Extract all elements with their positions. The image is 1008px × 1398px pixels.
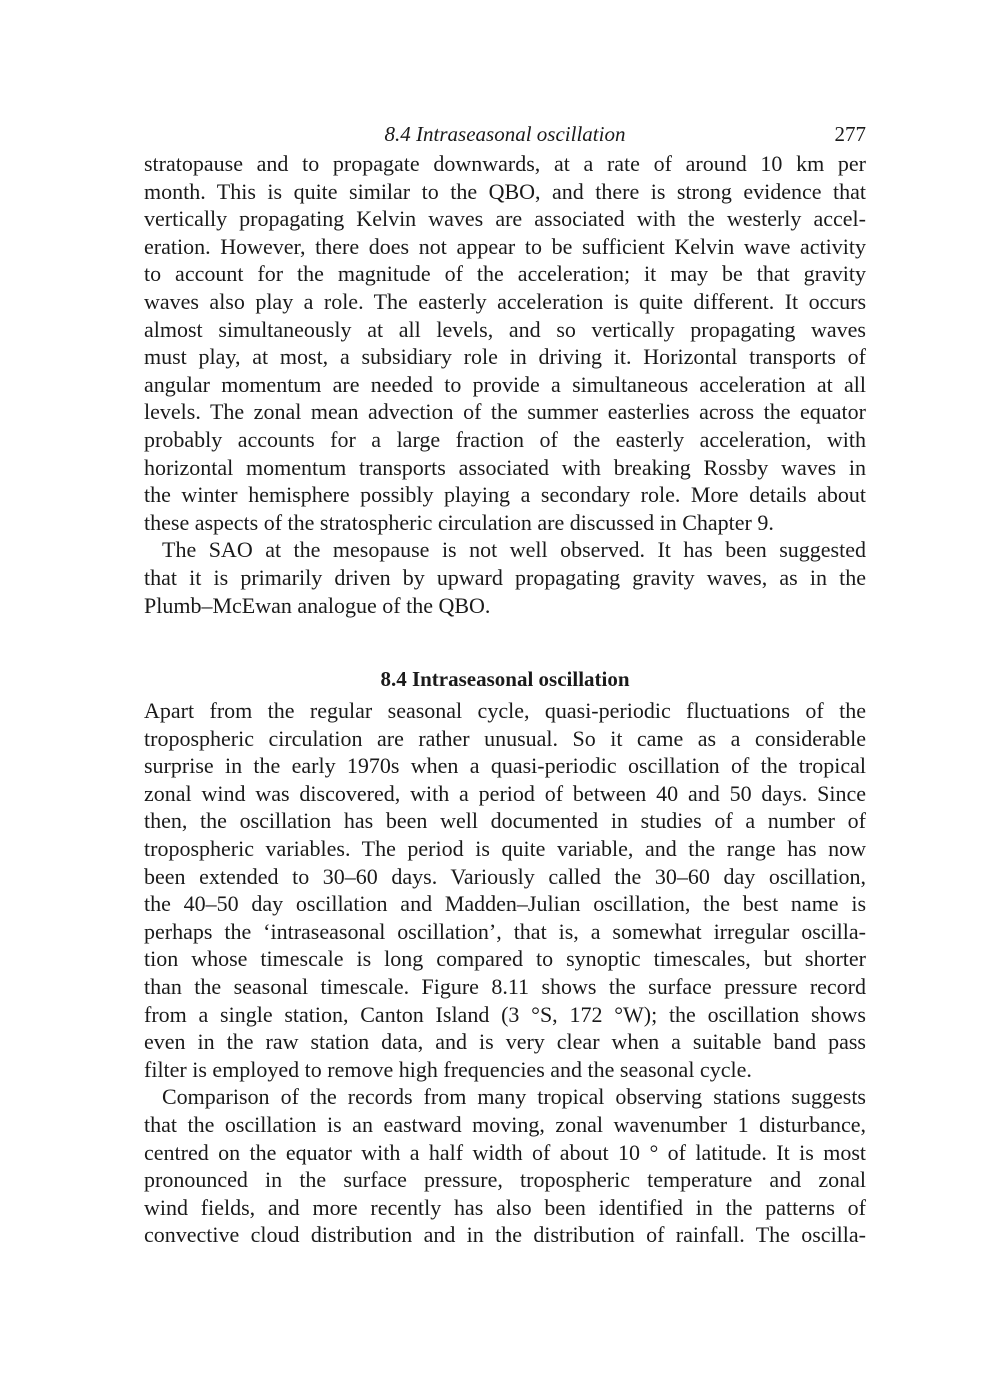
text-line: must play, at most, a subsidiary role in driving it. Horizontal transports of bbox=[144, 344, 866, 370]
text-line: pronounced in the surface pressure, tropospheric temperature and zonal bbox=[144, 1167, 866, 1193]
text-line: The SAO at the mesopause is not well observed. It has been suggested bbox=[162, 537, 866, 563]
paragraph bbox=[144, 1083, 866, 1249]
text-line: Plumb–McEwan analogue of the QBO. bbox=[144, 592, 491, 618]
text-line: stratopause and to propagate downwards, at a rate of around 10 km per bbox=[144, 151, 866, 176]
text-line: centred on the equator with a half width of about 10 ° of latitude. It is most bbox=[144, 1139, 866, 1165]
text-line: zonal wind was discovered, with a period of between 40 and 50 days. Since bbox=[144, 780, 866, 806]
text-line: that it is primarily driven by upward propagating gravity waves, as in the bbox=[144, 564, 866, 590]
text-line: vertically propagating Kelvin waves are associated with the westerly accel- bbox=[144, 206, 866, 232]
paragraph bbox=[144, 536, 866, 619]
running-header bbox=[144, 118, 866, 150]
text-line: wind fields, and more recently has also been identified in the patterns of bbox=[144, 1194, 866, 1220]
text-line: then, the oscillation has been well documented in studies of a number of bbox=[144, 808, 866, 834]
running-title: 8.4 Intraseasonal oscillation bbox=[384, 122, 626, 146]
text-line: Apart from the regular seasonal cycle, quasi-periodic fluctuations of the bbox=[144, 698, 866, 724]
text-line: the 40–50 day oscillation and Madden–Julian oscillation, the best name is bbox=[144, 891, 866, 917]
text-line: angular momentum are needed to provide a simultaneous acceleration at all bbox=[144, 371, 866, 397]
text-line: probably accounts for a large fraction of the easterly acceleration, with bbox=[144, 426, 866, 452]
text-line: eration. However, there does not appear to be sufficient Kelvin wave activity bbox=[144, 233, 866, 259]
text-line: the winter hemisphere possibly playing a secondary role. More details about bbox=[144, 482, 866, 508]
paragraph bbox=[144, 697, 866, 1083]
text-line: almost simultaneously at all levels, and so vertically propagating waves bbox=[144, 316, 866, 342]
text-line: perhaps the ‘intraseasonal oscillation’, that is, a somewhat irregular oscilla- bbox=[144, 918, 866, 944]
text-line: to account for the magnitude of the acceleration; it may be that gravity bbox=[144, 261, 866, 287]
text-line: even in the raw station data, and is very clear when a suitable band pass bbox=[144, 1029, 866, 1055]
text-line: that the oscillation is an eastward moving, zonal wavenumber 1 disturbance, bbox=[144, 1112, 866, 1137]
text-line: than the seasonal timescale. Figure 8.11 shows the surface pressure record bbox=[144, 974, 866, 1000]
text-line: Comparison of the records from many tropical observing stations suggests bbox=[162, 1084, 866, 1110]
text-line: from a single station, Canton Island (3 °S, 172 °W); the oscillation shows bbox=[144, 1001, 866, 1027]
text-line: horizontal momentum transports associated with breaking Rossby waves in bbox=[144, 454, 866, 480]
text-line: tropospheric circulation are rather unusual. So it came as a considerable bbox=[144, 725, 866, 751]
text-line: tropospheric variables. The period is quite variable, and the range has now bbox=[144, 836, 866, 862]
text-line: levels. The zonal mean advection of the summer easterlies across the equator bbox=[144, 399, 866, 425]
text-line: surprise in the early 1970s when a quasi-periodic oscillation of the tropical bbox=[144, 753, 866, 779]
paragraph bbox=[144, 150, 866, 536]
text-line: waves also play a role. The easterly acceleration is quite different. It occurs bbox=[144, 288, 866, 314]
page-number: 277 bbox=[834, 122, 866, 146]
text-line: month. This is quite similar to the QBO, and there is strong evidence that bbox=[144, 178, 866, 204]
page bbox=[144, 118, 866, 1249]
text-line: tion whose timescale is long compared to synoptic timescales, but shorter bbox=[144, 946, 866, 972]
text-line: these aspects of the stratospheric circulation are discussed in Chapter 9. bbox=[144, 509, 774, 535]
text-line: filter is employed to remove high frequencies and the seasonal cycle. bbox=[144, 1056, 752, 1082]
text-line: been extended to 30–60 days. Variously called the 30–60 day oscillation, bbox=[144, 863, 866, 889]
section-heading: 8.4 Intraseasonal oscillation bbox=[380, 667, 630, 692]
text-line: convective cloud distribution and in the distribution of rainfall. The oscilla- bbox=[144, 1222, 866, 1248]
